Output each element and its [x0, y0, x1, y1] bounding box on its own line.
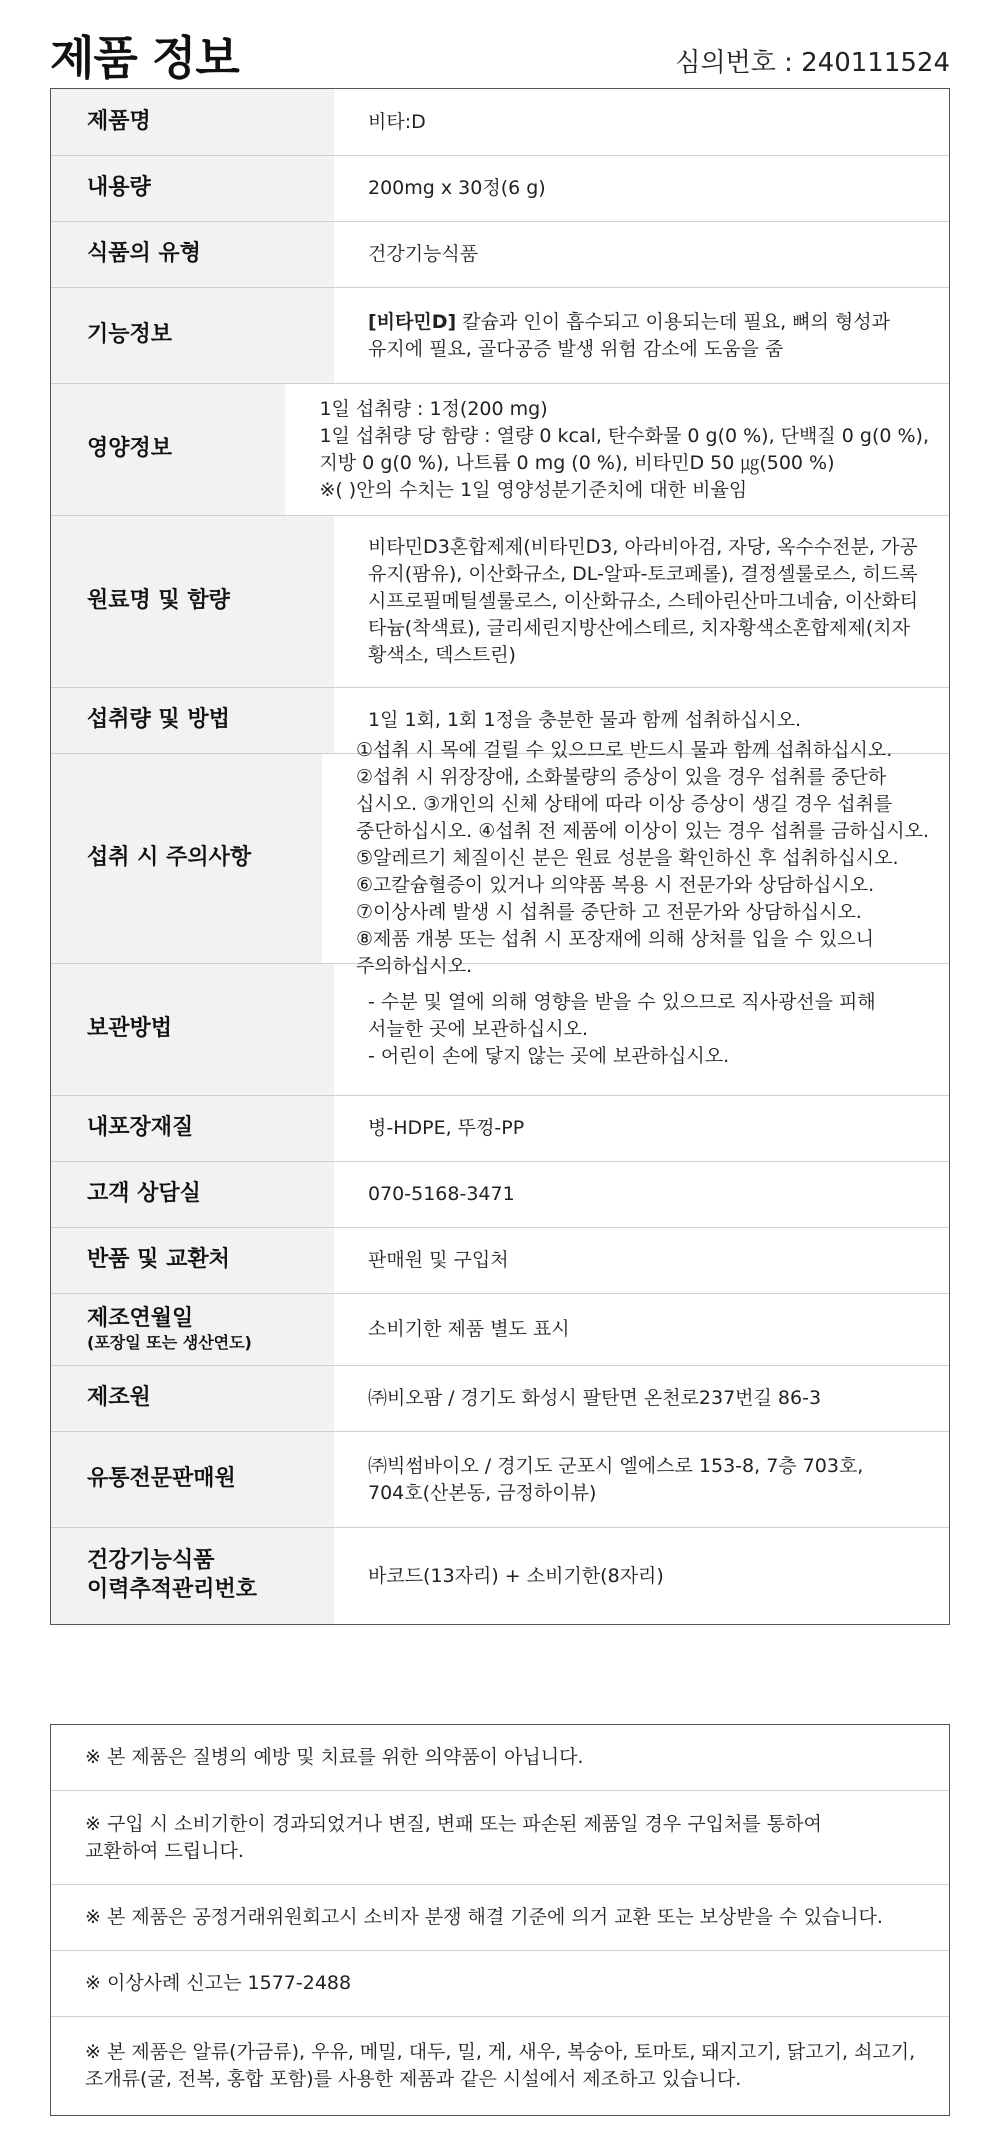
info-row-label-text: 고객 상담실: [87, 1181, 201, 1207]
info-row-value: [334, 288, 949, 383]
info-row: [51, 1228, 949, 1294]
info-row: [51, 1432, 949, 1528]
notice-line: 교환하여 드립니다.: [85, 1839, 244, 1862]
notice-item: [51, 1725, 949, 1791]
registration-number: 심의번호 : 240111524: [675, 48, 950, 78]
info-row-label-text: 원료명 및 함량: [87, 588, 230, 614]
info-row-label-text: 유통전문판매원: [87, 1466, 236, 1492]
info-row-label-text: 내용량: [87, 175, 151, 201]
info-row: [51, 1162, 949, 1228]
info-row-value: [334, 89, 949, 155]
info-row-label: [51, 1162, 334, 1227]
info-row-value-line: - 어린이 손에 닿지 않는 곳에 보관하십시오.: [368, 1045, 730, 1067]
info-row-label-text: 영양정보: [87, 436, 173, 462]
info-row-label: [51, 1294, 334, 1365]
info-row-value-line: 704호(산본동, 금정하이뷰): [368, 1481, 597, 1504]
info-row-value-line: 070-5168-3471: [368, 1183, 515, 1205]
info-row: [51, 156, 949, 222]
info-row-value: [322, 739, 949, 977]
info-row-label-text: 보관방법: [87, 1016, 173, 1042]
notice-line: ※ 본 제품은 알류(가금류), 우유, 메밀, 대두, 밀, 게, 새우, 복숭아, 토마토, 돼지고기, 닭고기, 쇠고기,: [85, 2041, 916, 2063]
info-row-value-line: ㈜비오팜 / 경기도 화성시 팔탄면 온천로237번길 86-3: [368, 1387, 822, 1409]
info-row-label: [51, 89, 334, 155]
info-row-label: [51, 1228, 334, 1293]
info-row-label-text: 제조원: [87, 1385, 151, 1411]
info-row-value-line: 1일 섭취량 : 1정(200 mg): [319, 397, 548, 420]
info-row-value: [285, 384, 949, 515]
info-row-value-line: 판매원 및 구입처: [368, 1249, 509, 1271]
info-row: [51, 516, 949, 688]
info-row-value-line: 시프로필메틸셀룰로스, 이산화규소, 스테아린산마그네슘, 이산화티: [368, 590, 919, 612]
info-row-label-text: 제조연월일: [87, 1305, 194, 1331]
info-row-value-line: 유지(팜유), 이산화규소, DL-알파-토코페롤), 결정셀룰로스, 히드록: [368, 563, 918, 585]
info-row-value-line: 유지에 필요, 골다공증 발생 위험 감소에 도움을 줌: [368, 337, 784, 360]
info-row-value-line: 소비기한 제품 별도 표시: [368, 1318, 570, 1340]
info-row-value-line: 비타민D3혼합제제(비타민D3, 아라비아검, 자당, 옥수수전분, 가공: [368, 536, 918, 558]
info-row-value: [334, 1528, 949, 1624]
info-row-value-line: ㈜빅썸바이오 / 경기도 군포시 엘에스로 153-8, 7층 703호,: [368, 1454, 864, 1477]
info-row: [51, 739, 949, 977]
info-row-value-line: 1일 1회, 1회 1정을 충분한 물과 함께 섭취하십시오.: [368, 709, 802, 731]
info-row: [51, 89, 949, 156]
info-row-value-line: 병-HDPE, 뚜껑-PP: [368, 1117, 525, 1139]
info-row-value-line: 바코드(13자리) + 소비기한(8자리): [368, 1564, 664, 1587]
notice-line: ※ 본 제품은 공정거래위원회고시 소비자 분쟁 해결 기준에 의거 교환 또는 보상받을 수 있습니다.: [85, 1906, 883, 1928]
info-row: [51, 1294, 949, 1366]
page-header: [50, 0, 950, 88]
info-row-value-line: 서늘한 곳에 보관하십시오.: [368, 1018, 589, 1040]
info-row: [51, 222, 949, 288]
info-row-value: [334, 1096, 949, 1161]
info-row-label: [51, 156, 334, 221]
info-row-label: [51, 1432, 334, 1527]
notice-line: ※ 이상사례 신고는 1577-2488: [85, 1972, 352, 1994]
info-row: [51, 1528, 949, 1624]
info-row-label-text: 건강기능식품: [87, 1548, 215, 1574]
info-row-value: [334, 964, 949, 1095]
info-row: [51, 288, 949, 384]
info-row-value-line: ※( )안의 수치는 1일 영양성분기준치에 대한 비율임: [319, 478, 748, 501]
info-row-label: [51, 754, 322, 963]
info-row-value: [334, 1162, 949, 1227]
info-row-label: [51, 288, 334, 383]
info-row-value-line: 비타:D: [368, 110, 426, 133]
info-row-value: [334, 1432, 949, 1527]
info-row-label: [51, 1096, 334, 1161]
info-row-label-text: 식품의 유형: [87, 241, 201, 267]
info-row-value: [334, 222, 949, 287]
info-row: [51, 1096, 949, 1162]
info-row-label: [51, 1528, 334, 1624]
info-row-label: [51, 688, 334, 753]
info-row: [51, 384, 949, 516]
notice-item: [51, 2017, 949, 2115]
info-row-value-line: [368, 309, 929, 336]
info-row: [51, 964, 949, 1096]
info-row-value-line: - 수분 및 열에 의해 영향을 받을 수 있으므로 직사광선을 피해: [368, 991, 876, 1013]
info-row-value-line: ②섭취 시 위장장애, 소화불량의 증상이 있을 경우 섭취를 중단하: [356, 766, 887, 788]
info-row-value-line: ⑦이상사례 발생 시 섭취를 중단하 고 전문가와 상담하십시오.: [356, 901, 862, 923]
info-row: [51, 1366, 949, 1432]
info-row-label-text: 반품 및 교환처: [87, 1247, 230, 1273]
info-row-value-line: ⑥고칼슘혈증이 있거나 의약품 복용 시 전문가와 상담하십시오.: [356, 874, 875, 896]
info-row-value-line: ①섭취 시 목에 걸릴 수 있으므로 반드시 물과 함께 섭취하십시오.: [356, 739, 893, 761]
info-row-label: [51, 222, 334, 287]
info-row-value-text: 칼슘과 인이 흡수되고 이용되는데 필요, 뼈의 형성과: [456, 310, 890, 333]
info-row-value-line: 황색소, 덱스트린): [368, 644, 516, 666]
info-row-label-text: 내포장재질: [87, 1115, 194, 1141]
info-row-label: [51, 516, 334, 687]
info-row-label: [51, 1366, 334, 1431]
info-row-value: [334, 156, 949, 221]
info-row-value-line: 주의하십시오.: [356, 955, 473, 977]
info-row-value-lead: [비타민D]: [368, 310, 457, 333]
info-row-value-line: ⑤알레르기 체질이신 분은 원료 성분을 확인하신 후 섭취하십시오.: [356, 847, 899, 869]
info-row-value-line: 200mg x 30정(6 g): [368, 177, 546, 199]
notice-line: ※ 본 제품은 질병의 예방 및 치료를 위한 의약품이 아닙니다.: [85, 1746, 584, 1768]
info-row-label-text-2: 이력추적관리번호: [87, 1577, 258, 1602]
info-row-value: [334, 516, 949, 687]
page-title: 제품 정보: [50, 31, 239, 85]
notice-line: ※ 구입 시 소비기한이 경과되었거나 변질, 변패 또는 파손된 제품일 경우 구입처를 통하여: [85, 1812, 822, 1835]
info-row-value-line: ⑧제품 개봉 또는 섭취 시 포장재에 의해 상처를 입을 수 있으니: [356, 928, 874, 950]
info-row-label: [51, 384, 285, 515]
notice-box: [50, 1724, 950, 2116]
info-row-label-text: 기능정보: [87, 322, 173, 348]
info-row-value: [334, 1366, 949, 1431]
info-row-value: [334, 1294, 949, 1365]
notice-item: [51, 1951, 949, 2017]
info-row-value-line: 건강기능식품: [368, 243, 479, 265]
notice-line: 조개류(굴, 전복, 홍합 포함)를 사용한 제품과 같은 시설에서 제조하고 있습니다.: [85, 2068, 742, 2090]
info-row-value-line: 지방 0 g(0 %), 나트륨 0 mg (0 %), 비타민D 50 ㎍(500 %): [319, 451, 835, 474]
notice-item: [51, 1791, 949, 1885]
info-row-value-line: 1일 섭취량 당 함량 : 열량 0 kcal, 탄수화물 0 g(0 %), 단백질 0 g(0 %),: [319, 424, 929, 447]
notice-item: [51, 1885, 949, 1951]
info-row-label-text: 제품명: [87, 108, 151, 134]
info-row-value: [334, 1228, 949, 1293]
info-row-sublabel: (포장일 또는 생산연도): [87, 1333, 252, 1353]
info-row-value-line: 중단하십시오. ④섭취 전 제품에 이상이 있는 경우 섭취를 금하십시오.: [356, 820, 929, 842]
info-row-label: [51, 964, 334, 1095]
info-row-label-text: 섭취 시 주의사항: [87, 845, 252, 871]
info-row-label-text: 섭취량 및 방법: [87, 707, 230, 733]
info-row-value-line: 타늄(착색료), 글리세린지방산에스테르, 치자황색소혼합제제(치자: [368, 617, 910, 639]
product-info-table: [50, 88, 950, 1625]
info-row-value-line: 십시오. ③개인의 신체 상태에 따라 이상 증상이 생길 경우 섭취를: [356, 793, 893, 815]
